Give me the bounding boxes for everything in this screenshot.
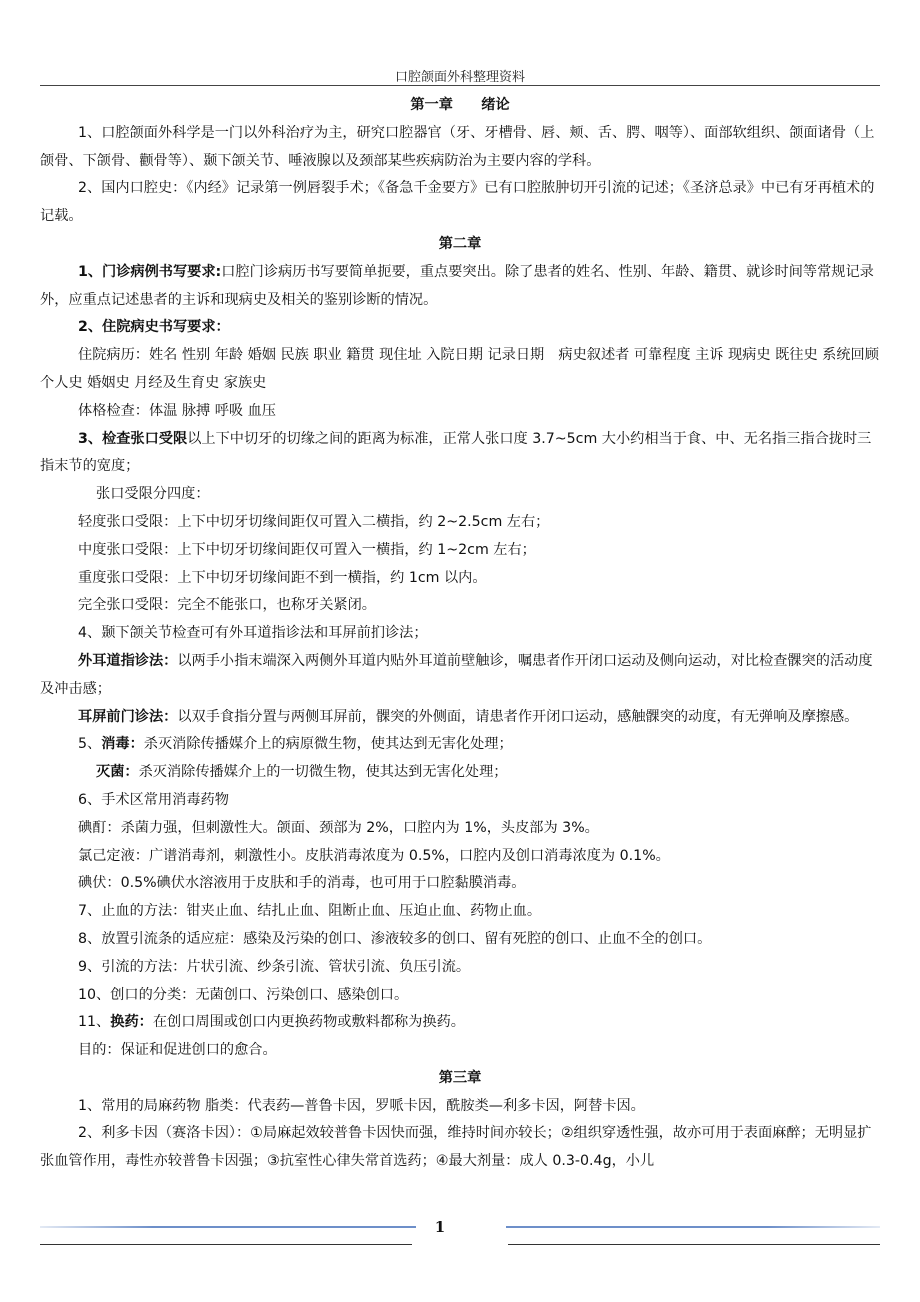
ch2-item-4a-text: 以两手小指末端深入两侧外耳道内贴外耳道前壁触诊，嘱患者作开闭口运动及侧向运动，对比检查髁突的活动度及冲击感； xyxy=(40,652,873,697)
ch2-item-6: 6、手术区常用消毒药物 xyxy=(78,791,229,808)
ch2-degree-4: 完全张口受限：完全不能张口，也称牙关紧闭。 xyxy=(78,597,376,614)
ch1-paragraph-1: 1、口腔颌面外科学是一门以外科治疗为主，研究口腔器官（牙、牙槽骨、唇、颊、舌、腭、咽等）、面部软组织、颌面诸骨（上颌骨、下颌骨、颧骨等）、颞下颌关节、唾液腺以及颈部某些疾病防治为主要内容的学科。 xyxy=(40,124,875,169)
ch2-item-1-label: 1、门诊病例书写要求: xyxy=(78,263,222,280)
running-header: 口腔颌面外科整理资料 xyxy=(394,70,525,85)
ch2-item-3-sub: 张口受限分四度： xyxy=(96,486,210,503)
chapter-3-title: 第三章 xyxy=(438,1069,482,1086)
ch2-item-5-prefix: 5、 xyxy=(78,736,102,753)
header-rule xyxy=(40,85,880,86)
ch2-item-2-record: 住院病历：姓名 性别 年龄 婚姻 民族 职业 籍贯 现住址 入院日期 记录日期 病史叙述者 可靠程度 主诉 现病史 既往史 系统回顾 个人史 婚姻史 月经及生育史 家族史 xyxy=(40,347,879,391)
ch2-item-9: 9、引流的方法：片状引流、纱条引流、管状引流、负压引流。 xyxy=(78,958,471,975)
ch2-degree-3: 重度张口受限：上下中切牙切缘间距不到一横指，约 1cm 以内。 xyxy=(78,569,487,586)
chapter-2-title: 第二章 xyxy=(438,235,482,252)
ch2-item-10: 10、创口的分类：无菌创口、污染创口、感染创口。 xyxy=(78,986,409,1003)
ch2-item-4a xyxy=(40,648,880,704)
ch2-item-8: 8、放置引流条的适应症：感染及污染的创口、渗液较多的创口、留有死腔的创口、止血不全的创口。 xyxy=(78,930,712,947)
ch2-item-11-goal: 目的：保证和促进创口的愈合。 xyxy=(78,1042,277,1059)
ch1-paragraph-2: 2、国内口腔史：《内经》记录第一例唇裂手术；《备急千金要方》已有口腔脓肿切开引流的记述；《圣济总录》中已有牙再植术的记载。 xyxy=(40,180,875,225)
footer-rule-right xyxy=(508,1244,880,1245)
ch2-degree-2: 中度张口受限：上下中切牙切缘间距仅可置入一横指，约 1~2cm 左右； xyxy=(78,541,536,558)
ch2-item-5b-label: 灭菌： xyxy=(96,764,139,781)
ch2-item-3-text: 以上下中切牙的切缘之间的距离为标准，正常人张口度 3.7~5cm 大小约相当于食、中、无名指三指合拢时三指末节的宽度； xyxy=(40,430,872,475)
ch2-item-5-label: 消毒： xyxy=(101,736,144,753)
ch2-item-1-text: 口腔门诊病历书写要简单扼要，重点要突出。除了患者的姓名、性别、年龄、籍贯、就诊时间等常规记录外，应重点记述患者的主诉和现病史及相关的鉴别诊断的情况。 xyxy=(40,263,874,308)
ch2-item-5b-text: 杀灭消除传播媒介上的一切微生物，使其达到无害化处理； xyxy=(138,764,508,781)
ch2-item-4b-text: 以双手食指分置与两侧耳屏前，髁突的外侧面，请患者作开闭口运动，感触髁突的动度，有无弹响及摩擦感。 xyxy=(177,708,859,725)
ch2-item-3-label: 3、检查张口受限 xyxy=(78,430,188,447)
footer-rule-left xyxy=(40,1244,412,1245)
ch2-item-3 xyxy=(40,426,880,482)
ch2-item-5 xyxy=(40,731,880,759)
ch2-item-11-label: 换药： xyxy=(110,1014,153,1031)
ch3-paragraph-1: 1、常用的局麻药物 脂类：代表药—普鲁卡因，罗哌卡因，酰胺类—利多卡因，阿替卡因。 xyxy=(78,1097,645,1114)
ch2-item-4a-label: 外耳道指诊法： xyxy=(78,652,178,669)
ch2-item-1 xyxy=(40,259,880,315)
ch2-item-7: 7、止血的方法：钳夹止血、结扎止血、阻断止血、压迫止血、药物止血。 xyxy=(78,903,542,920)
ch2-item-4b-label: 耳屏前门诊法： xyxy=(78,708,178,725)
ch2-degree-1: 轻度张口受限：上下中切牙切缘间距仅可置入二横指，约 2~2.5cm 左右； xyxy=(78,513,550,530)
ch2-item-11-prefix: 11、 xyxy=(78,1014,111,1031)
ch2-item-4: 4、颞下颌关节检查可有外耳道指诊法和耳屏前扪诊法； xyxy=(78,625,428,642)
ch2-item-11-text: 在创口周围或创口内更换药物或敷料都称为换药。 xyxy=(152,1014,465,1031)
ch2-item-6a: 碘酊：杀菌力强，但刺激性大。颌面、颈部为 2%，口腔内为 1%，头皮部为 3%。 xyxy=(78,819,599,836)
page-number: 1 xyxy=(434,1218,446,1236)
ch2-item-2-exam: 体格检查：体温 脉搏 呼吸 血压 xyxy=(78,402,276,419)
ch2-item-4b xyxy=(40,704,880,732)
ch2-item-6c: 碘伏：0.5%碘伏水溶液用于皮肤和手的消毒，也可用于口腔黏膜消毒。 xyxy=(78,875,526,892)
ch3-paragraph-2: 2、利多卡因（赛洛卡因）：①局麻起效较普鲁卡因快而强，维持时间亦较长；②组织穿透性强，故亦可用于表面麻醉；无明显扩张血管作用，毒性亦较普鲁卡因强；③抗室性心律失常首选药；④最大剂量：成人 0.3-0.4g，小儿 xyxy=(40,1125,872,1170)
ch2-item-5b xyxy=(40,759,880,787)
document-body xyxy=(40,92,880,1176)
ch2-item-2-label: 2、住院病史书写要求： xyxy=(78,319,230,336)
ch2-item-6b: 氯己定液：广谱消毒剂，刺激性小。皮肤消毒浓度为 0.5%，口腔内及创口消毒浓度为 0.1%。 xyxy=(78,847,670,864)
ch2-item-11 xyxy=(40,1009,880,1037)
chapter-1-title: 第一章 绪论 xyxy=(410,97,510,113)
ch2-item-5-text: 杀灭消除传播媒介上的病原微生物，使其达到无害化处理； xyxy=(143,736,513,753)
